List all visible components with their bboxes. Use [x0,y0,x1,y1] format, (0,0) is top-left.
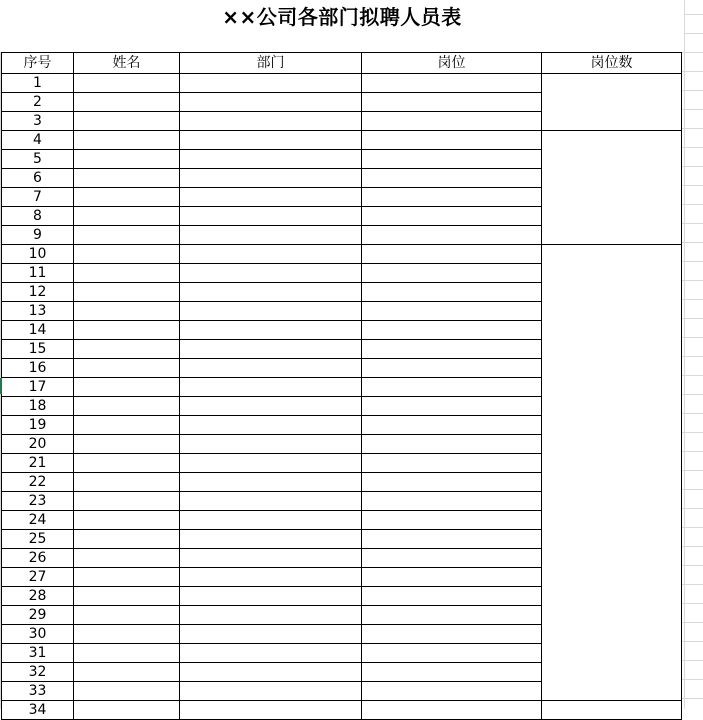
name-cell[interactable] [74,473,180,492]
department-cell[interactable] [180,169,362,188]
position-cell[interactable] [362,169,542,188]
name-cell[interactable] [74,454,180,473]
table-row [2,74,682,93]
name-cell[interactable] [74,701,180,720]
department-cell[interactable] [180,226,362,245]
department-cell[interactable] [180,283,362,302]
position-cell[interactable] [362,568,542,587]
department-cell[interactable] [180,473,362,492]
table-row [2,131,682,150]
department-cell[interactable] [180,530,362,549]
department-cell[interactable] [180,397,362,416]
seq-cell[interactable]: 20 [2,435,74,454]
seq-cell[interactable]: 8 [2,207,74,226]
name-cell[interactable] [74,169,180,188]
seq-cell[interactable]: 17 [2,378,74,397]
department-cell[interactable] [180,625,362,644]
name-cell[interactable] [74,359,180,378]
seq-cell[interactable]: 2 [2,93,74,112]
department-cell[interactable] [180,112,362,131]
department-cell[interactable] [180,207,362,226]
table-body [2,74,682,720]
seq-cell[interactable]: 15 [2,340,74,359]
position-cell[interactable] [362,150,542,169]
name-cell[interactable] [74,93,180,112]
sheet-title[interactable]: ××公司各部门拟聘人员表 [0,0,684,34]
department-cell[interactable] [180,131,362,150]
position-cell[interactable] [362,226,542,245]
seq-cell[interactable]: 29 [2,606,74,625]
name-cell[interactable] [74,283,180,302]
name-cell[interactable] [74,530,180,549]
name-cell[interactable] [74,131,180,150]
header-row [2,53,682,74]
name-cell[interactable] [74,302,180,321]
position-count-cell[interactable] [542,74,682,131]
seq-cell[interactable]: 18 [2,397,74,416]
position-cell[interactable] [362,207,542,226]
seq-cell[interactable]: 22 [2,473,74,492]
name-cell[interactable] [74,663,180,682]
department-cell[interactable] [180,150,362,169]
position-count-cell[interactable] [542,131,682,245]
position-cell[interactable] [362,530,542,549]
seq-cell[interactable]: 9 [2,226,74,245]
position-cell[interactable] [362,93,542,112]
department-cell[interactable] [180,435,362,454]
department-cell[interactable] [180,606,362,625]
seq-cell[interactable]: 7 [2,188,74,207]
position-count-cell[interactable] [542,701,682,720]
seq-cell[interactable]: 28 [2,587,74,606]
position-cell[interactable] [362,131,542,150]
department-cell[interactable] [180,74,362,93]
name-cell[interactable] [74,568,180,587]
position-cell[interactable] [362,264,542,283]
seq-cell[interactable]: 6 [2,169,74,188]
department-cell[interactable] [180,188,362,207]
position-cell[interactable] [362,74,542,93]
seq-cell[interactable]: 10 [2,245,74,264]
seq-cell[interactable]: 11 [2,264,74,283]
department-cell[interactable] [180,340,362,359]
seq-cell[interactable]: 4 [2,131,74,150]
name-cell[interactable] [74,625,180,644]
department-cell[interactable] [180,511,362,530]
department-cell[interactable] [180,568,362,587]
department-cell[interactable] [180,587,362,606]
name-cell[interactable] [74,321,180,340]
seq-cell[interactable]: 34 [2,701,74,720]
position-cell[interactable] [362,454,542,473]
seq-cell[interactable]: 26 [2,549,74,568]
position-cell[interactable] [362,473,542,492]
name-cell[interactable] [74,435,180,454]
department-cell[interactable] [180,321,362,340]
seq-cell[interactable]: 23 [2,492,74,511]
position-cell[interactable] [362,359,542,378]
seq-cell[interactable]: 19 [2,416,74,435]
name-cell[interactable] [74,112,180,131]
position-cell[interactable] [362,625,542,644]
name-cell[interactable] [74,207,180,226]
department-cell[interactable] [180,93,362,112]
department-cell[interactable] [180,416,362,435]
header-position-count[interactable]: 岗位数 [542,53,682,74]
seq-cell[interactable]: 27 [2,568,74,587]
grid-column-line [684,0,685,709]
department-cell[interactable] [180,492,362,511]
position-cell[interactable] [362,283,542,302]
department-cell[interactable] [180,682,362,701]
department-cell[interactable] [180,264,362,283]
position-cell[interactable] [362,606,542,625]
name-cell[interactable] [74,150,180,169]
department-cell[interactable] [180,454,362,473]
name-cell[interactable] [74,226,180,245]
department-cell[interactable] [180,701,362,720]
seq-cell[interactable]: 12 [2,283,74,302]
roster-table [1,52,682,720]
seq-cell[interactable]: 21 [2,454,74,473]
seq-cell[interactable]: 3 [2,112,74,131]
name-cell[interactable] [74,397,180,416]
position-cell[interactable] [362,302,542,321]
name-cell[interactable] [74,416,180,435]
seq-cell[interactable]: 31 [2,644,74,663]
seq-cell[interactable]: 30 [2,625,74,644]
position-cell[interactable] [362,112,542,131]
name-cell[interactable] [74,511,180,530]
position-cell[interactable] [362,663,542,682]
name-cell[interactable] [74,188,180,207]
name-cell[interactable] [74,245,180,264]
header-department[interactable]: 部门 [180,53,362,74]
header-position[interactable]: 岗位 [362,53,542,74]
seq-cell[interactable]: 25 [2,530,74,549]
active-cell-marker [0,378,2,394]
position-cell[interactable] [362,511,542,530]
seq-cell[interactable]: 13 [2,302,74,321]
department-cell[interactable] [180,245,362,264]
name-cell[interactable] [74,264,180,283]
header-seq[interactable]: 序号 [2,53,74,74]
position-cell[interactable] [362,549,542,568]
position-cell[interactable] [362,644,542,663]
name-cell[interactable] [74,549,180,568]
name-cell[interactable] [74,644,180,663]
table-row [2,245,682,264]
seq-cell[interactable]: 33 [2,682,74,701]
position-cell[interactable] [362,701,542,720]
department-cell[interactable] [180,378,362,397]
name-cell[interactable] [74,492,180,511]
seq-cell[interactable]: 1 [2,74,74,93]
name-cell[interactable] [74,606,180,625]
seq-cell[interactable]: 32 [2,663,74,682]
department-cell[interactable] [180,302,362,321]
name-cell[interactable] [74,74,180,93]
position-cell[interactable] [362,435,542,454]
position-cell[interactable] [362,188,542,207]
name-cell[interactable] [74,340,180,359]
header-name[interactable]: 姓名 [74,53,180,74]
department-cell[interactable] [180,644,362,663]
position-cell[interactable] [362,492,542,511]
position-cell[interactable] [362,682,542,701]
seq-cell[interactable]: 5 [2,150,74,169]
position-cell[interactable] [362,378,542,397]
department-cell[interactable] [180,359,362,378]
department-cell[interactable] [180,663,362,682]
seq-cell[interactable]: 16 [2,359,74,378]
position-cell[interactable] [362,397,542,416]
position-cell[interactable] [362,321,542,340]
seq-cell[interactable]: 24 [2,511,74,530]
seq-cell[interactable]: 14 [2,321,74,340]
name-cell[interactable] [74,378,180,397]
table-row [2,701,682,720]
blank-row[interactable] [0,34,684,52]
name-cell[interactable] [74,587,180,606]
department-cell[interactable] [180,549,362,568]
position-cell[interactable] [362,587,542,606]
position-cell[interactable] [362,340,542,359]
name-cell[interactable] [74,682,180,701]
position-cell[interactable] [362,245,542,264]
position-cell[interactable] [362,416,542,435]
position-count-cell[interactable] [542,245,682,701]
